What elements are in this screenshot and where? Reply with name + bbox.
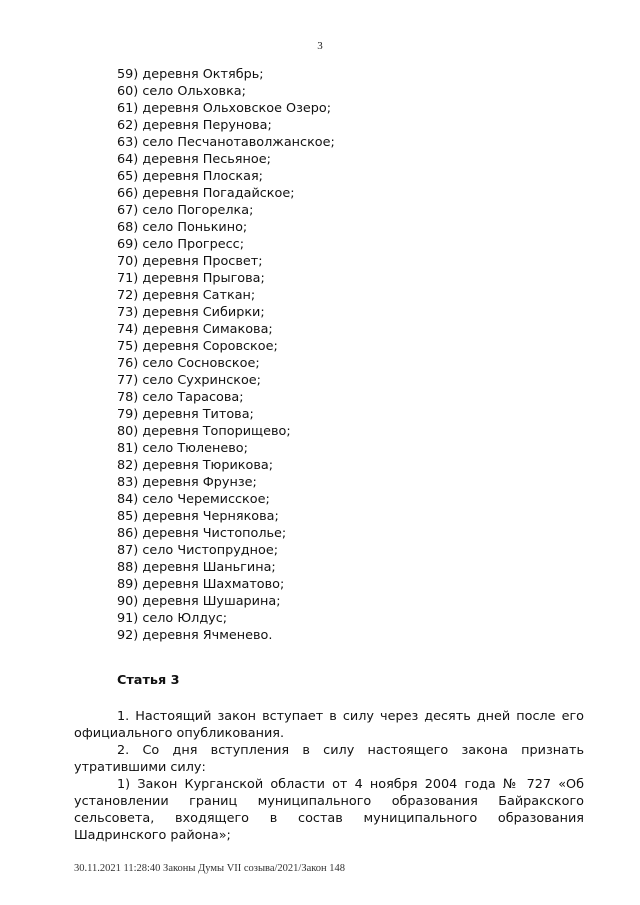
- settlement-list-item: 72) деревня Саткан;: [117, 288, 256, 303]
- settlement-list: [117, 66, 335, 644]
- settlement-list-item: 88) деревня Шаньгина;: [117, 560, 276, 575]
- article-heading: Статья 3: [117, 673, 180, 688]
- settlement-list-item: 80) деревня Топорищево;: [117, 424, 291, 439]
- settlement-list-item: 87) село Чистопрудное;: [117, 543, 279, 558]
- settlement-list-item: 63) село Песчанотаволжанское;: [117, 135, 335, 150]
- article-paragraph-3: 1) Закон Курганской области от 4 ноября 2004 года № 727 «Об установлении границ муниципального образования Байракского сельсовета, входящего в состав муниципального образования Шадринского района»;: [74, 777, 584, 843]
- settlement-list-item: 79) деревня Титова;: [117, 407, 254, 422]
- settlement-list-item: 75) деревня Соровское;: [117, 339, 278, 354]
- article-paragraph-2: 2. Со дня вступления в силу настоящего закона признать утратившими силу:: [74, 743, 584, 775]
- settlement-list-item: 90) деревня Шушарина;: [117, 594, 281, 609]
- settlement-list-item: 61) деревня Ольховское Озеро;: [117, 101, 332, 116]
- settlement-list-item: 66) деревня Погадайское;: [117, 186, 295, 201]
- settlement-list-item: 64) деревня Песьяное;: [117, 152, 271, 167]
- settlement-list-item: 68) село Понькино;: [117, 220, 248, 235]
- settlement-list-item: 70) деревня Просвет;: [117, 254, 263, 269]
- settlement-list-item: 82) деревня Тюрикова;: [117, 458, 274, 473]
- settlement-list-item: 89) деревня Шахматово;: [117, 577, 285, 592]
- article-paragraph-1: 1. Настоящий закон вступает в силу через десять дней после его официального опубликования.: [74, 709, 584, 741]
- settlement-list-item: 81) село Тюленево;: [117, 441, 248, 456]
- settlement-list-item: 74) деревня Симакова;: [117, 322, 273, 337]
- settlement-list-item: 69) село Прогресс;: [117, 237, 245, 252]
- settlement-list-item: 78) село Тарасова;: [117, 390, 244, 405]
- settlement-list-item: 71) деревня Прыгова;: [117, 271, 265, 286]
- settlement-list-item: 85) деревня Чернякова;: [117, 509, 279, 524]
- settlement-list-item: 67) село Погорелка;: [117, 203, 254, 218]
- settlement-list-item: 91) село Юлдус;: [117, 611, 228, 626]
- document-footer: 30.11.2021 11:28:40 Законы Думы VII созыва/2021/Закон 148: [74, 863, 346, 874]
- settlement-list-item: 86) деревня Чистополье;: [117, 526, 287, 541]
- settlement-list-item: 59) деревня Октябрь;: [117, 67, 264, 82]
- page-number: 3: [317, 40, 323, 52]
- settlement-list-item: 83) деревня Фрунзе;: [117, 475, 257, 490]
- settlement-list-item: 62) деревня Перунова;: [117, 118, 272, 133]
- settlement-list-item: 92) деревня Ячменево.: [117, 628, 273, 643]
- settlement-list-item: 76) село Сосновское;: [117, 356, 260, 371]
- settlement-list-item: 84) село Черемисское;: [117, 492, 270, 507]
- settlement-list-item: 73) деревня Сибирки;: [117, 305, 265, 320]
- settlement-list-item: 60) село Ольховка;: [117, 84, 246, 99]
- settlement-list-item: 77) село Сухринское;: [117, 373, 261, 388]
- settlement-list-item: 65) деревня Плоская;: [117, 169, 263, 184]
